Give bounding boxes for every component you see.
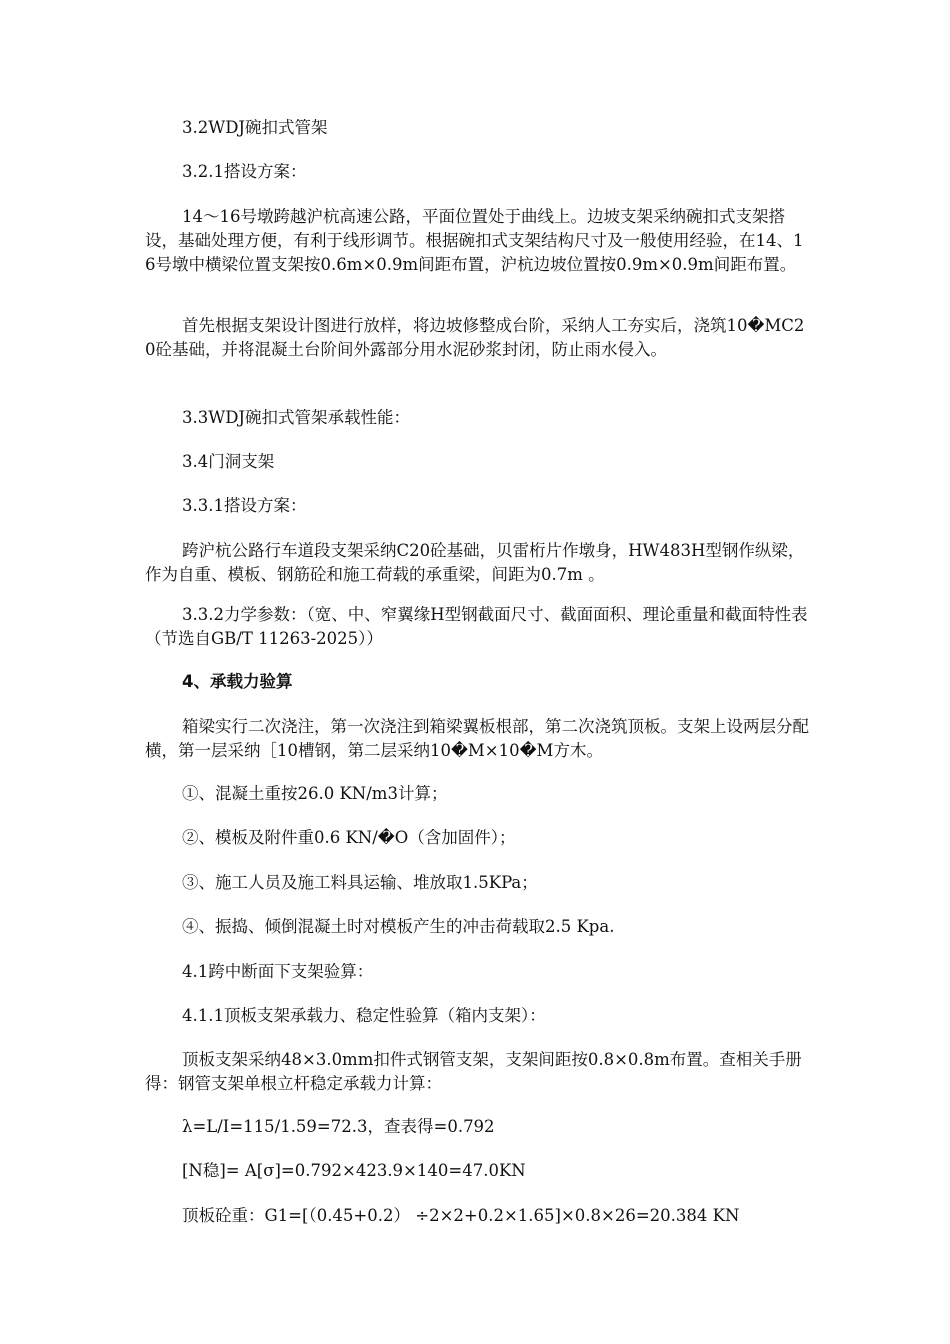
section-heading-4-1: 4.1跨中断面下支架验算： bbox=[182, 962, 374, 981]
section-heading-3-4: 3.4门洞支架 bbox=[182, 452, 275, 471]
formula-roof-weight: 顶板砼重：G1=[（0.45+0.2） ÷2×2+0.2×1.65]×0.8×26=20.384 KN bbox=[182, 1206, 740, 1225]
paragraph-foundation: 首先根据支架设计图进行放样，将边坡修整成台阶，采纳人工夯实后，浇筑10�MC20砼基础，并将混凝土台阶间外露部分用水泥砂浆封闭，防止雨水侵入。 bbox=[145, 316, 805, 359]
formula-slenderness: λ=L/I=115/1.59=72.3，查表得=0.792 bbox=[182, 1117, 495, 1136]
paragraph-casting: 箱梁实行二次浇注，第一次浇注到箱梁翼板根部，第二次浇筑顶板。支架上设两层分配横，第一层采纳［10槽钢，第二层采纳10�M×10�M方木。 bbox=[145, 717, 809, 760]
list-item-load-1: ①、混凝土重按26.0 KN/m3计算； bbox=[182, 784, 448, 803]
section-heading-4: 4、承载力验算 bbox=[182, 672, 293, 691]
section-heading-3-3: 3.3WDJ碗扣式管架承载性能： bbox=[182, 408, 411, 427]
paragraph-door-support: 跨沪杭公路行车道段支架采纳C20砼基础，贝雷桁片作墩身，HW483H型钢作纵梁，作为自重、模板、钢筋砼和施工荷载的承重梁，间距为0.7m 。 bbox=[145, 541, 805, 584]
paragraph-erection-scheme: 14～16号墩跨越沪杭高速公路，平面位置处于曲线上。边坡支架采纳碗扣式支架搭设，基础处理方便，有利于线形调节。根据碗扣式支架结构尺寸及一般使用经验，在14、16号墩中横梁位置支架按0.6m×0.9m间距布置，沪杭边坡位置按0.9m×0.9m间距布置。 bbox=[145, 207, 804, 274]
subsection-heading-3-3-1: 3.3.1搭设方案： bbox=[182, 496, 307, 515]
formula-stability: [N稳]= A[σ]=0.792×423.9×140=47.0KN bbox=[182, 1161, 526, 1180]
list-item-load-4: ④、振捣、倾倒混凝土时对模板产生的冲击荷载取2.5 Kpa. bbox=[182, 917, 615, 936]
section-heading-3-2: 3.2WDJ碗扣式管架 bbox=[182, 118, 328, 137]
subsection-heading-3-2-1: 3.2.1搭设方案： bbox=[182, 162, 307, 181]
paragraph-roof-support: 顶板支架采纳48×3.0mm扣件式钢管支架，支架间距按0.8×0.8m布置。查相关手册得：钢管支架单根立杆稳定承载力计算： bbox=[145, 1050, 802, 1093]
list-item-load-2: ②、模板及附件重0.6 KN/�O（含加固件）； bbox=[182, 828, 516, 847]
subsection-heading-4-1-1: 4.1.1顶板支架承载力、稳定性验算（箱内支架）： bbox=[182, 1006, 546, 1025]
list-item-load-3: ③、施工人员及施工料具运输、堆放取1.5KPa； bbox=[182, 873, 538, 892]
paragraph-mechanical-params: 3.3.2力学参数：（宽、中、窄翼缘H型钢截面尺寸、截面面积、理论重量和截面特性表（节选自GB/T 11263-2025）） bbox=[145, 605, 808, 648]
